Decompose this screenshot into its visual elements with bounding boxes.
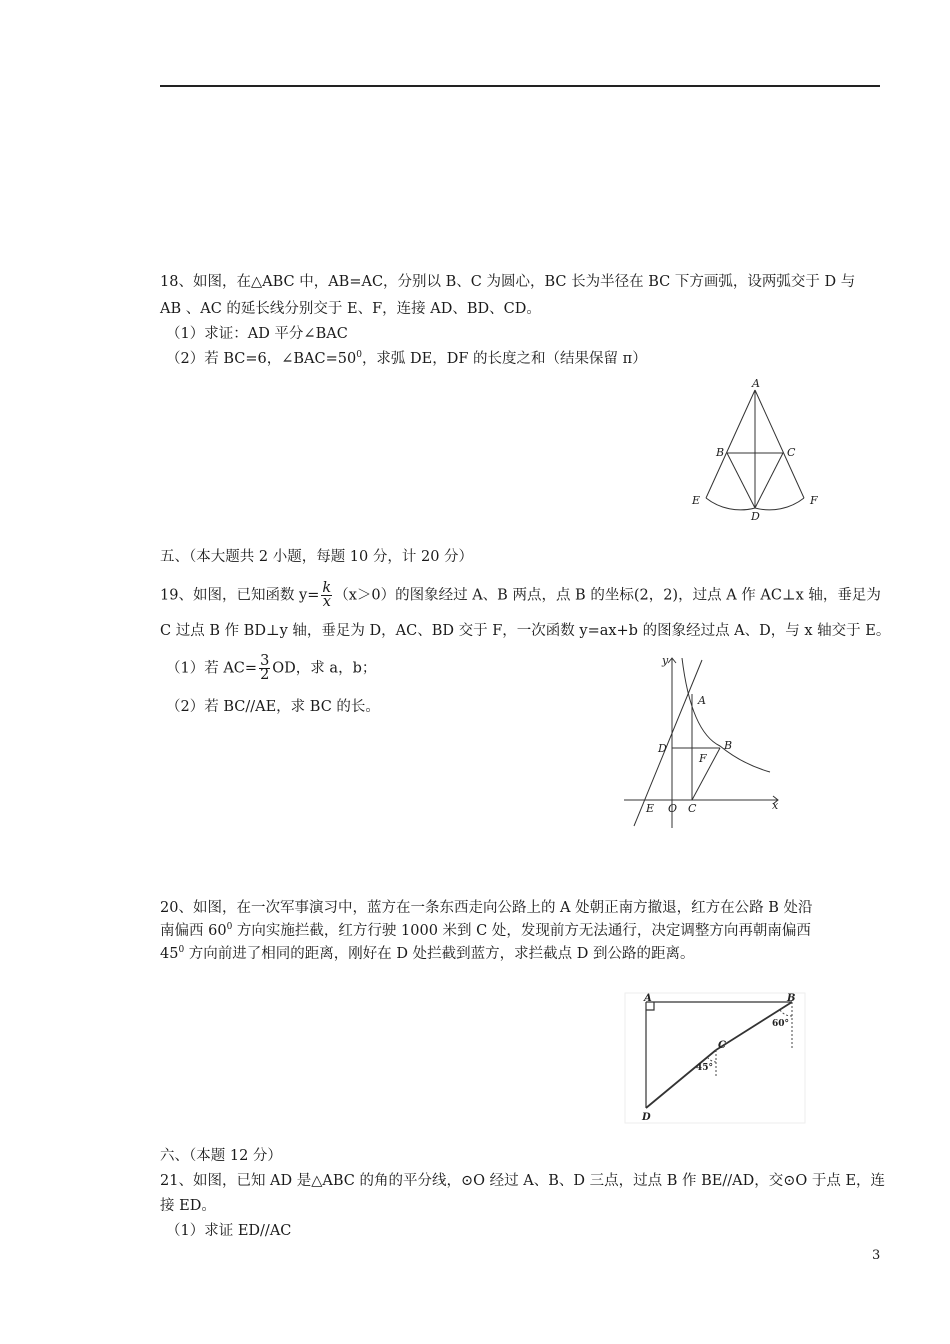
q19-line-2: C 过点 B 作 BD⊥y 轴，垂足为 D，AC、BD 交于 F，一次函数 y=ax+b 的图象经过点 A、D，与 x 轴交于 E。: [160, 623, 891, 639]
q19-label-f: F: [699, 752, 707, 765]
q18-line-ae: [706, 390, 755, 498]
q19-line-1: 19、如图，已知函数 y= $\frac{k}{x}$ （x＞0）的图象经过 A、B 两点，点 B 的坐标(2，2)，过点 A 作 AC⊥x 轴，垂足为: [160, 580, 881, 610]
section-6-heading: 六、（本题 12 分）: [160, 1148, 282, 1164]
q19-figure: [622, 652, 782, 830]
q18-label-b: B: [716, 446, 725, 459]
q20-line-3: $45^0$ 方向前进了相同的距离，刚好在 D 处拦截到蓝方，求拦截点 D 到公路的距离。: [160, 945, 695, 962]
q18-line-cd: [755, 453, 783, 508]
q19-label-e: E: [646, 802, 655, 815]
q20-angle-arc-60: [780, 1010, 792, 1016]
q21-line-1: 21、如图，已知 AD 是△ABC 的角的平分线，⊙O 经过 A、B、D 三点，过点 B 作 BE//AD，交⊙O 于点 E，连: [160, 1173, 886, 1189]
q20-line-2: 南偏西 $60^0$ 方向实施拦截，红方行驶 1000 米到 C 处，发现前方无法通行，决定调整方向再朝南偏西: [160, 922, 811, 939]
q20-label-angle-45: 45°: [696, 1063, 714, 1073]
q18-line-bd: [727, 453, 755, 508]
q18-line-af: [755, 390, 804, 498]
q19-label-o: O: [668, 802, 678, 815]
q19-label-y: y: [662, 654, 669, 667]
q21-part-1: （1）求证 ED//AC: [166, 1223, 292, 1239]
q20-label-b: B: [787, 993, 796, 1004]
q18-label-a: A: [752, 378, 760, 390]
q20-angle-arc-45: [708, 1058, 716, 1062]
q18-label-f: F: [810, 494, 818, 507]
q20-line-1: 20、如图，在一次军事演习中，蓝方在一条东西走向公路上的 A 处朝正南方撤退，红方在公路 B 处沿: [160, 900, 813, 916]
q19-curve: [682, 658, 770, 772]
q20-line-cd: [646, 1050, 716, 1108]
q19-part-1: （1）若 AC= $\frac{3}{2}$ OD，求 a，b；: [166, 653, 377, 683]
q18-arc-de: [706, 498, 755, 510]
q18-part-1: （1）求证：AD 平分∠BAC: [166, 326, 348, 342]
q19-label-x: x: [772, 799, 779, 812]
q20-label-a: A: [644, 993, 652, 1004]
q19-label-d: D: [658, 742, 667, 755]
q18-part-2: （2）若 BC=6，$\angle BAC=50^0$，求弧 DE，DF 的长度之和（结果保留 π）: [166, 350, 647, 367]
page-number: 3: [872, 1248, 881, 1263]
q20-label-angle-60: 60°: [772, 1019, 790, 1029]
q19-label-b: B: [724, 739, 733, 752]
q18-line-1: 18、如图，在△ABC 中，AB=AC，分别以 B、C 为圆心，BC 长为半径在 BC 下方画弧，设两弧交于 D 与: [160, 274, 856, 290]
q18-label-e: E: [692, 494, 701, 507]
q19-label-c: C: [688, 802, 697, 815]
q19-label-a: A: [698, 694, 706, 707]
q20-label-c: C: [718, 1040, 726, 1051]
q18-label-c: C: [787, 446, 796, 459]
q18-line-2: AB 、AC 的延长线分别交于 E、F，连接 AD、BD、CD。: [160, 301, 541, 317]
q18-label-d: D: [751, 510, 760, 523]
q18-figure: [680, 378, 830, 523]
header-rule: [160, 85, 880, 87]
q19-part-2: （2）若 BC//AE，求 BC 的长。: [166, 699, 380, 715]
q20-figure: [624, 992, 806, 1124]
q21-line-2: 接 ED。: [160, 1198, 216, 1214]
q18-arc-df: [755, 498, 804, 510]
q20-label-d: D: [642, 1112, 651, 1123]
section-5-heading: 五、（本大题共 2 小题，每题 10 分，计 20 分）: [160, 549, 474, 565]
